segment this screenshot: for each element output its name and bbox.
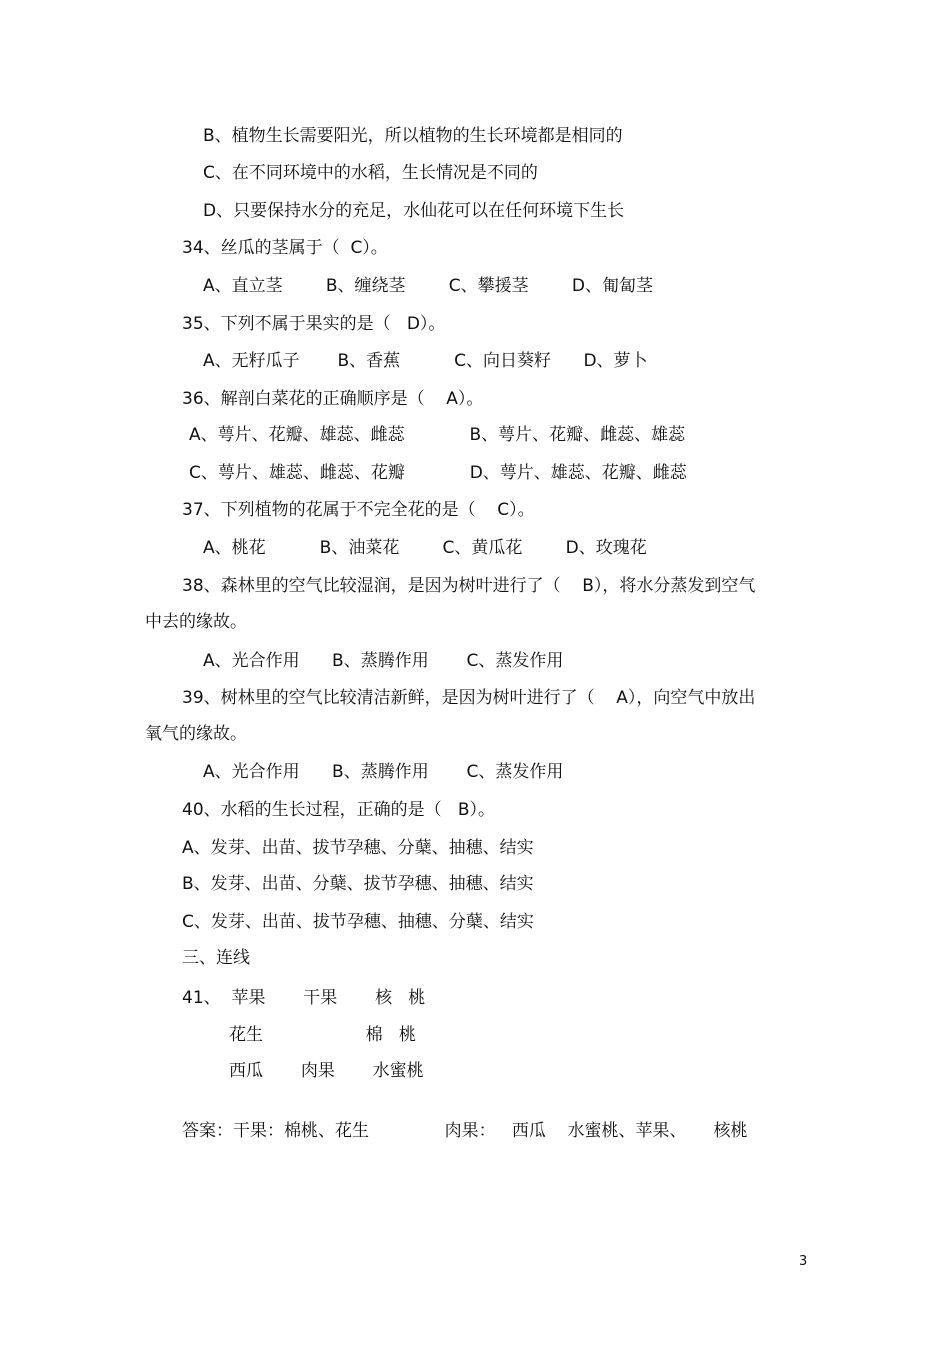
matching-row-2: 花生 棉 桃 — [229, 1025, 416, 1045]
option-40-a: A、发芽、出苗、拔节孕穗、分蘖、抽穗、结实 — [182, 838, 534, 858]
text-line: C、在不同环境中的水稻，生长情况是不同的 — [203, 163, 538, 183]
question-39-cont: 氧气的缘故。 — [145, 724, 247, 744]
question-34: 34、丝瓜的茎属于（ C）。 — [182, 238, 388, 258]
matching-row-1: 41、 苹果 干果 核 桃 — [182, 988, 426, 1008]
options-38: A、光合作用 B、蒸腾作用 C、蒸发作用 — [203, 651, 564, 671]
text-line: D、只要保持水分的充足，水仙花可以在任何环境下生长 — [203, 201, 625, 221]
question-39: 39、树林里的空气比较清洁新鲜，是因为树叶进行了（ A），向空气中放出 — [182, 688, 756, 708]
options-37: A、桃花 B、油菜花 C、黄瓜花 D、玫瑰花 — [203, 538, 647, 558]
options-35: A、无籽瓜子 B、香蕉 C、向日葵籽 D、萝卜 — [203, 351, 648, 371]
question-40: 40、水稻的生长过程，正确的是（ B）。 — [182, 800, 496, 820]
question-38-cont: 中去的缘故。 — [145, 612, 247, 632]
question-37: 37、下列植物的花属于不完全花的是（ C）。 — [182, 500, 535, 520]
option-40-c: C、发芽、出苗、拔节孕穗、抽穗、分蘖、结实 — [182, 912, 534, 932]
question-38: 38、森林里的空气比较湿润，是因为树叶进行了（ B），将水分蒸发到空气 — [182, 576, 756, 596]
options-36-row2: C、萼片、雄蕊、雌蕊、花瓣 D、萼片、雄蕊、花瓣、雌蕊 — [189, 463, 687, 483]
question-36: 36、解剖白菜花的正确顺序是（ A）。 — [182, 389, 484, 409]
options-39: A、光合作用 B、蒸腾作用 C、蒸发作用 — [203, 762, 564, 782]
page-number: 3 — [799, 1254, 808, 1269]
text-line: B、植物生长需要阳光，所以植物的生长环境都是相同的 — [203, 126, 623, 146]
section-heading: 三、连线 — [182, 948, 250, 968]
matching-row-3: 西瓜 肉果 水蜜桃 — [229, 1061, 424, 1081]
options-36-row1: A、萼片、花瓣、雄蕊、雌蕊 B、萼片、花瓣、雌蕊、雄蕊 — [189, 425, 686, 445]
options-34: A、直立茎 B、缠绕茎 C、攀援茎 D、匍匐茎 — [203, 276, 653, 296]
answer-line: 答案：干果：棉桃、花生 肉果： 西瓜 水蜜桃、苹果、 核桃 — [182, 1121, 748, 1141]
question-35: 35、下列不属于果实的是（ D）。 — [182, 314, 446, 334]
option-40-b: B、发芽、出苗、分蘖、拔节孕穗、抽穗、结实 — [182, 874, 534, 894]
